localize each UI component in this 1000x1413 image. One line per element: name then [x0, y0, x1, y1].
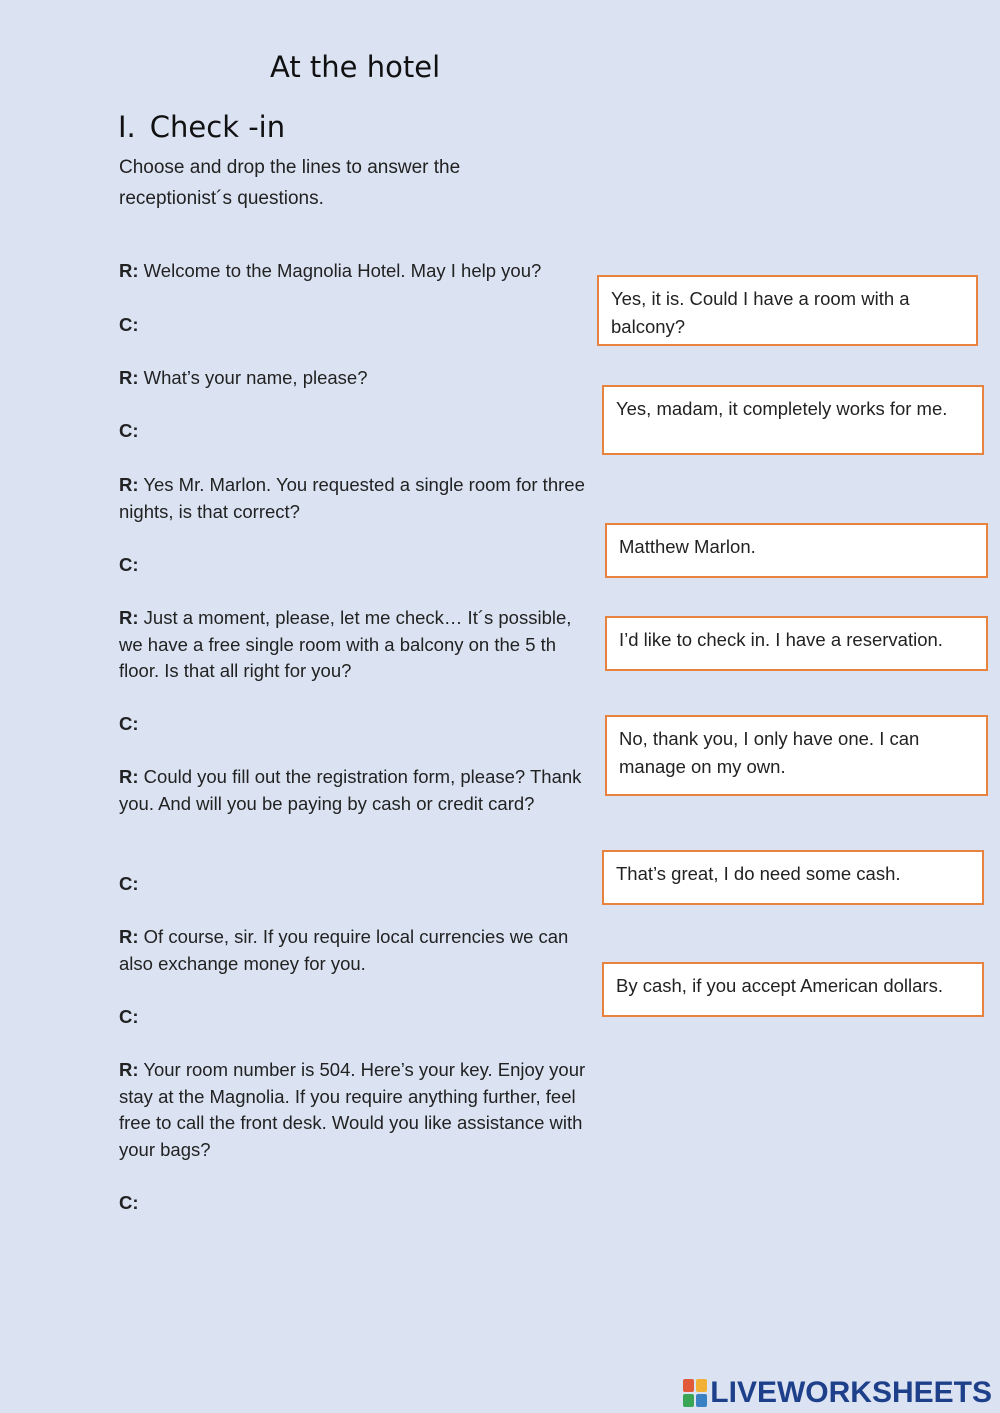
line-text: Of course, sir. If you require local currencies we can also exchange money for you.: [119, 926, 569, 974]
worksheet-title: At the hotel: [270, 50, 441, 84]
speaker-label: R:: [119, 607, 139, 628]
logo-tiles-icon: [683, 1379, 707, 1407]
liveworksheets-logo: [683, 1376, 992, 1410]
line-text: Just a moment, please, let me check… It´s possible, we have a free single room with a balcony on the 5 th floor. Is that all right for you?: [119, 607, 572, 681]
logo-tile: [696, 1379, 707, 1392]
dialogue-line: [119, 472, 597, 525]
speaker-label: R:: [119, 367, 139, 388]
speaker-label: R:: [119, 766, 139, 787]
dialogue-line: [119, 764, 597, 817]
answer-slot[interactable]: [119, 871, 597, 898]
line-text: Yes Mr. Marlon. You requested a single room for three nights, is that correct?: [119, 474, 585, 522]
speaker-label: R:: [119, 926, 139, 947]
speaker-label: R:: [119, 474, 139, 495]
answer-card-works-for-me[interactable]: Yes, madam, it completely works for me.: [602, 385, 984, 455]
speaker-label: C:: [119, 873, 139, 894]
speaker-label: C:: [119, 1006, 139, 1027]
answer-slot[interactable]: [119, 711, 597, 738]
answer-card-need-cash[interactable]: That’s great, I do need some cash.: [602, 850, 984, 905]
line-text: Your room number is 504. Here’s your key. Enjoy your stay at the Magnolia. If you require anything further, feel free to call the front desk. Would you like assistance with your bags?: [119, 1059, 586, 1160]
answer-slot[interactable]: [119, 312, 597, 339]
logo-tile: [683, 1394, 694, 1407]
speaker-label: C:: [119, 713, 139, 734]
logo-tile: [683, 1379, 694, 1392]
answer-slot[interactable]: [119, 1190, 597, 1217]
answer-slot[interactable]: [119, 552, 597, 579]
logo-tile: [696, 1394, 707, 1407]
speaker-label: R:: [119, 1059, 139, 1080]
answer-card-by-cash[interactable]: By cash, if you accept American dollars.: [602, 962, 984, 1017]
answer-card-check-in[interactable]: I’d like to check in. I have a reservation.: [605, 616, 988, 671]
answer-card-no-thank-you[interactable]: No, thank you, I only have one. I can manage on my own.: [605, 715, 988, 796]
answer-card-balcony[interactable]: Yes, it is. Could I have a room with a balcony?: [597, 275, 978, 346]
line-text: Welcome to the Magnolia Hotel. May I help you?: [138, 260, 542, 281]
dialogue-line: [119, 605, 597, 685]
dialogue-line: [119, 365, 597, 392]
speaker-label: C:: [119, 554, 139, 575]
dialogue-line: [119, 258, 597, 285]
dialogue-line: [119, 924, 597, 977]
dialogue-line: [119, 1057, 597, 1163]
section-number: I.: [118, 110, 136, 144]
line-text: Could you fill out the registration form, please? Thank you. And will you be paying by cash or credit card?: [119, 766, 582, 814]
instructions: Choose and drop the lines to answer the receptionist´s questions.: [119, 157, 461, 209]
speaker-label: C:: [119, 420, 139, 441]
speaker-label: C:: [119, 314, 139, 335]
answer-slot[interactable]: [119, 418, 597, 445]
section-heading: [118, 110, 285, 144]
line-text: What’s your name, please?: [138, 367, 368, 388]
answer-slot[interactable]: [119, 1004, 597, 1031]
answer-card-name[interactable]: Matthew Marlon.: [605, 523, 988, 578]
speaker-label: R:: [119, 260, 139, 281]
speaker-label: C:: [119, 1192, 139, 1213]
section-title: Check -in: [149, 110, 286, 144]
logo-text: LIVEWORKSHEETS: [710, 1376, 992, 1409]
